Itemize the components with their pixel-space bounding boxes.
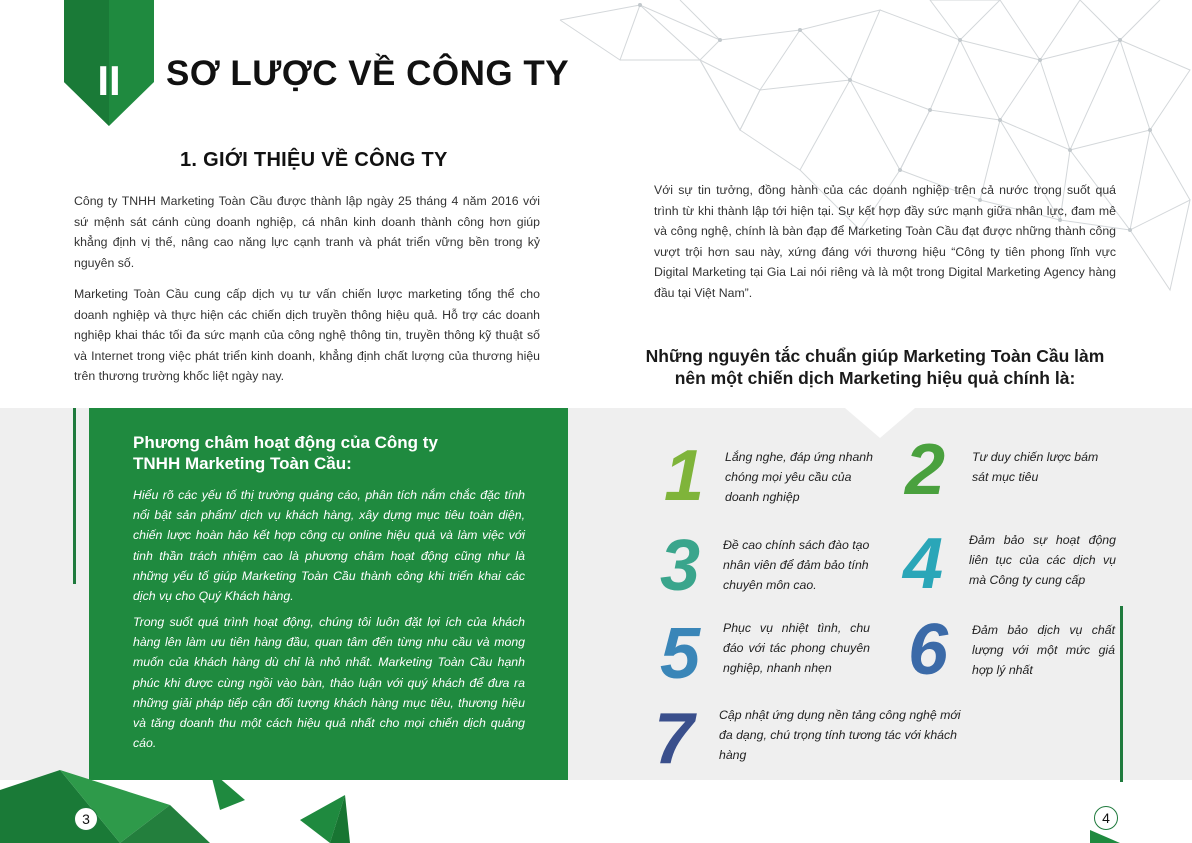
motto-paragraph-2: Trong suốt quá trình hoạt động, chúng tôi luôn đặt lợi ích của khách hàng lên làm ưu tiên hàng đầu, quan tâm đến từng nhu cầu và mong muốn của khách hàng dù chỉ là nhỏ nhất. Marketing Toàn Cầu hạnh phúc khi được cùng ngồi vào bàn, thảo luận với quý khách để đưa ra những giải pháp tiếp cận đối tượng khách hàng mục tiêu, thương hiệu và tăng doanh thu một cách hiệu quả nhất cho mọi chiến dịch quảng cáo. xyxy=(133,615,525,751)
accent-line-right xyxy=(1120,606,1123,782)
page-number-right: 4 xyxy=(1094,806,1118,830)
section-numeral: II xyxy=(97,57,121,104)
motto-title-line-2: TNHH Marketing Toàn Cầu: xyxy=(133,454,352,473)
principle-number-6: 6 xyxy=(908,610,949,690)
section-title: SƠ LƯỢC VỀ CÔNG TY xyxy=(166,54,570,93)
principles-heading-line-1: Những nguyên tắc chuẩn giúp Marketing Toàn Cầu làm xyxy=(645,346,1105,366)
intro-paragraph-1: Công ty TNHH Marketing Toàn Cầu được thành lập ngày 25 tháng 4 năm 2016 với sứ mệnh sát cánh cùng doanh nghiệp, cá nhân kinh doanh thành công hơn giúp khẳng định vị thế, nâng cao năng lực cạnh tranh và phát triển vững bền trong kỷ nguyên số. xyxy=(74,194,540,270)
principle-number-7: 7 xyxy=(654,699,695,779)
subsection-title: 1. GIỚI THIỆU VỀ CÔNG TY xyxy=(180,149,448,171)
intro-paragraph-2: Marketing Toàn Cầu cung cấp dịch vụ tư vấn chiến lược marketing tổng thể cho doanh nghiệp và thực hiện các chiến dịch truyền thông hiệu quả. Hỗ trợ các doanh nghiệp khai thác tối đa sức mạnh của công nghệ thông tin, truyền thông kỹ thuật số và Internet trong việc phát triển kinh doanh, khẳng định chất lượng của thương hiệu trên thương trường khốc liệt ngày nay. xyxy=(74,287,540,383)
page-number-left: 3 xyxy=(74,807,98,831)
accent-line-left xyxy=(73,408,76,584)
principle-text-1: Lắng nghe, đáp ứng nhanh chóng mọi yêu cầu của doanh nghiệp xyxy=(725,450,873,504)
intro-paragraph-3: Với sự tin tưởng, đồng hành của các doanh nghiệp trên cả nước trong suốt quá trình từ khi thành lập tới hiện tại. Sự kết hợp đầy sức mạnh giữa nhân lực, đam mê và công nghệ, chính là bàn đạp để Marketing Toàn Cầu đạt được những thành công vượt trội hơn sau này, xứng đáng với thương hiệu “Công ty tiên phong lĩnh vực Digital Marketing tại Gia Lai nói riêng và là một trong Digital Marketing Agency hàng đầu tại Việt Nam”. xyxy=(654,183,1116,300)
principle-text-7: Cập nhật ứng dụng nền tảng công nghệ mới đa dạng, chú trọng tính tương tác với khách hàng xyxy=(719,708,961,762)
motto-paragraph-1: Hiểu rõ các yếu tố thị trường quảng cáo, phân tích nắm chắc đặc tính nổi bật sản phẩm/ dịch vụ khách hàng, xây dựng mục tiêu toàn diện, chiến lược hoàn hảo kết hợp công cụ online hiệu quả và làm việc với tinh thần trách nhiệm cao là phương châm hoạt động cũng như là những yếu tố giúp Marketing Toàn Cầu thành công khi triển khai các dịch vụ cho Quý Khách hàng. xyxy=(133,488,525,604)
principle-text-5: Phục vụ nhiệt tình, chu đáo với tác phong chuyên nghiệp, nhanh nhẹn xyxy=(723,621,870,675)
principle-number-1: 1 xyxy=(664,436,705,516)
principle-number-2: 2 xyxy=(905,430,946,510)
motto-title xyxy=(133,432,513,474)
principle-text-3: Đề cao chính sách đào tạo nhân viên để đảm bảo tính chuyên môn cao. xyxy=(723,538,870,592)
principle-number-3: 3 xyxy=(660,526,701,606)
principles-heading xyxy=(620,345,1130,389)
bottom-triangles-decoration xyxy=(0,770,1192,843)
principle-text-6: Đảm bảo dịch vụ chất lượng với một mức giá hợp lý nhất xyxy=(972,623,1115,677)
motto-title-line-1: Phương châm hoạt động của Công ty xyxy=(133,433,438,452)
principles-heading-line-2: nên một chiến dịch Marketing hiệu quả chính là: xyxy=(674,368,1076,388)
principle-text-2: Tư duy chiến lược bám sát mục tiêu xyxy=(972,450,1099,484)
principle-number-5: 5 xyxy=(660,614,701,694)
principle-number-4: 4 xyxy=(903,524,944,604)
principle-text-4: Đảm bảo sự hoạt động liên tục của các dịch vụ mà Công ty cung cấp xyxy=(969,533,1116,587)
